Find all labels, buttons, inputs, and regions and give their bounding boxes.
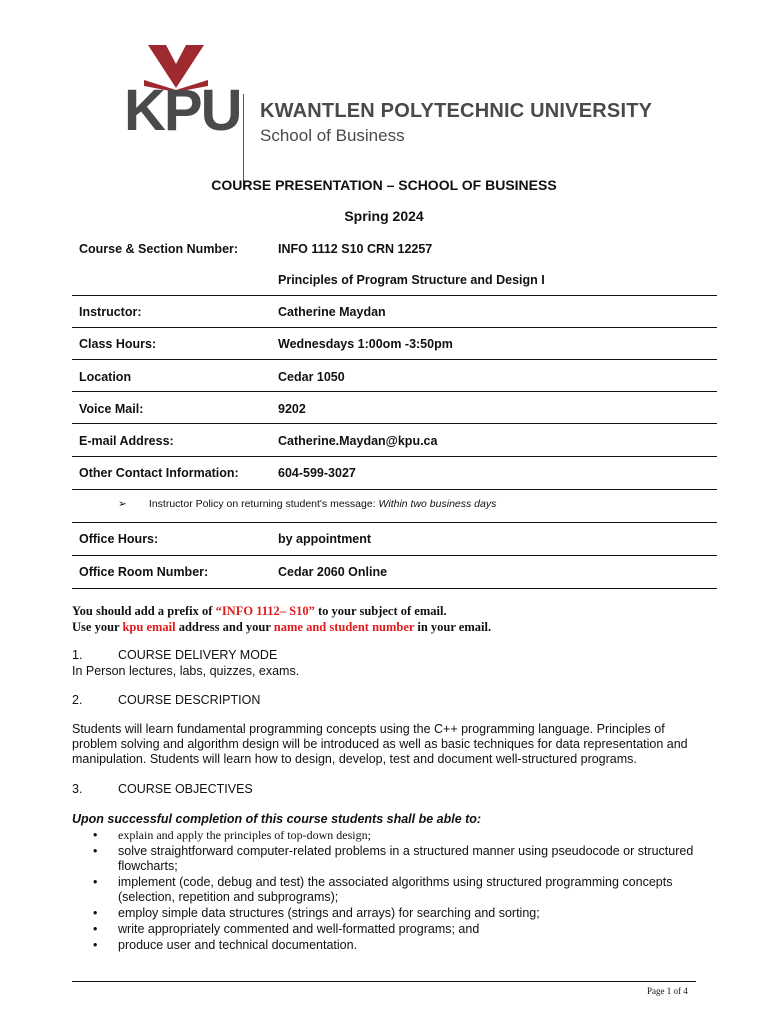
info-label: Instructor: xyxy=(79,305,142,319)
notice-text: to your subject of email. xyxy=(314,604,447,618)
footer-divider xyxy=(72,981,696,982)
info-value: Cedar 1050 xyxy=(278,370,345,384)
list-item xyxy=(72,922,712,937)
info-label: Voice Mail: xyxy=(79,402,144,416)
bullet-icon: • xyxy=(93,906,98,920)
info-row xyxy=(72,425,717,457)
list-item xyxy=(72,828,712,843)
section-title: COURSE DESCRIPTION xyxy=(118,693,261,707)
university-name: KWANTLEN POLYTECHNIC UNIVERSITY xyxy=(260,100,653,122)
section-number: 1. xyxy=(72,648,83,662)
course-description-text: Students will learn fundamental programming concepts using the C++ programming language. Principles of problem solving and algorithm design will be introduced as well as basic techniques for data representation and manipulation. Students will learn how to design, develop, test and document well-structured programs. xyxy=(72,722,688,766)
list-item xyxy=(72,844,712,874)
objective-text: employ simple data structures (strings and arrays) for searching and sorting; xyxy=(118,906,540,920)
info-row xyxy=(72,328,717,360)
info-value: Catherine Maydan xyxy=(278,305,386,319)
section-heading xyxy=(72,693,260,707)
section-title: COURSE OBJECTIVES xyxy=(118,782,253,796)
document-title: COURSE PRESENTATION – SCHOOL OF BUSINESS xyxy=(211,177,557,193)
objective-text: write appropriately commented and well-formatted programs; and xyxy=(118,922,480,936)
table-divider xyxy=(72,391,717,392)
info-row xyxy=(72,457,717,489)
list-item xyxy=(72,875,712,905)
info-label: Office Room Number: xyxy=(79,565,209,579)
policy-text: Instructor Policy on returning student's message: xyxy=(148,498,376,510)
notice-highlight: kpu email xyxy=(122,620,176,634)
section-heading xyxy=(72,648,277,662)
info-value: 9202 xyxy=(278,402,306,416)
office-room-row xyxy=(72,556,717,588)
delivery-mode-text: In Person lectures, labs, quizzes, exams. xyxy=(72,664,300,678)
bullet-icon: • xyxy=(93,938,98,952)
course-section-row xyxy=(72,233,717,265)
section-title: COURSE DELIVERY MODE xyxy=(118,648,278,662)
section-heading xyxy=(72,782,253,796)
info-label: Class Hours: xyxy=(79,337,157,351)
objective-text: produce user and technical documentation. xyxy=(118,938,358,952)
logo-divider xyxy=(243,94,244,188)
school-name: School of Business xyxy=(260,126,405,145)
info-label: Location xyxy=(79,370,132,384)
arrow-bullet-icon: ➢ xyxy=(118,498,127,510)
email-value: Catherine.Maydan@kpu.ca xyxy=(278,434,438,448)
policy-value: Within two business days xyxy=(378,498,497,510)
table-divider xyxy=(72,423,717,424)
info-row xyxy=(72,296,717,328)
bullet-icon: • xyxy=(93,828,98,842)
info-label: Office Hours: xyxy=(79,532,159,546)
objectives-lead: Upon successful completion of this course students shall be able to: xyxy=(72,812,482,826)
table-divider xyxy=(72,489,717,490)
list-item xyxy=(72,938,712,953)
course-title-row xyxy=(72,264,717,296)
kpu-logo xyxy=(118,42,653,152)
notice-text: address and your xyxy=(175,620,274,634)
office-hours-row xyxy=(72,523,717,555)
info-label: Other Contact Information: xyxy=(79,466,239,480)
email-identity-notice xyxy=(72,620,491,635)
bullet-icon: • xyxy=(93,922,98,936)
logo-abbr: KPU xyxy=(124,78,241,143)
objective-text: explain and apply the principles of top-down design; xyxy=(118,828,371,842)
reply-policy xyxy=(118,498,496,510)
info-value: Wednesdays 1:00om -3:50pm xyxy=(278,337,453,351)
course-title: Principles of Program Structure and Design I xyxy=(278,273,545,287)
list-item xyxy=(72,906,712,921)
term-label: Spring 2024 xyxy=(344,208,424,224)
info-value: by appointment xyxy=(278,532,372,546)
course-section-value: INFO 1112 S10 CRN 12257 xyxy=(278,242,433,256)
notice-text: Use your xyxy=(72,620,123,634)
notice-text: You should add a prefix of xyxy=(72,604,216,618)
bullet-icon: • xyxy=(93,875,98,889)
objective-text: implement (code, debug and test) the associated algorithms using structured programming concepts (selection, repetition and subprograms); xyxy=(118,875,673,904)
page-number: Page 1 of 4 xyxy=(647,986,688,996)
table-divider xyxy=(72,359,717,360)
objective-text: solve straightforward computer-related problems in a structured manner using pseudocode or structured flowcharts; xyxy=(118,844,694,873)
info-label: E-mail Address: xyxy=(79,434,174,448)
notice-highlight: “INFO 1112– S10” xyxy=(215,604,315,618)
phone-value: 604-599-3027 xyxy=(278,466,356,480)
email-prefix-notice xyxy=(72,604,447,619)
info-value: Cedar 2060 Online xyxy=(278,565,388,579)
info-row xyxy=(72,393,717,425)
course-section-label: Course & Section Number: xyxy=(79,242,239,256)
notice-highlight: name and student number xyxy=(273,620,415,634)
section-number: 2. xyxy=(72,693,83,707)
notice-text: in your email. xyxy=(414,620,492,634)
table-divider xyxy=(72,588,717,589)
info-row xyxy=(72,361,717,393)
section-number: 3. xyxy=(72,782,83,796)
bullet-icon: • xyxy=(93,844,98,858)
objectives-list xyxy=(72,828,712,954)
